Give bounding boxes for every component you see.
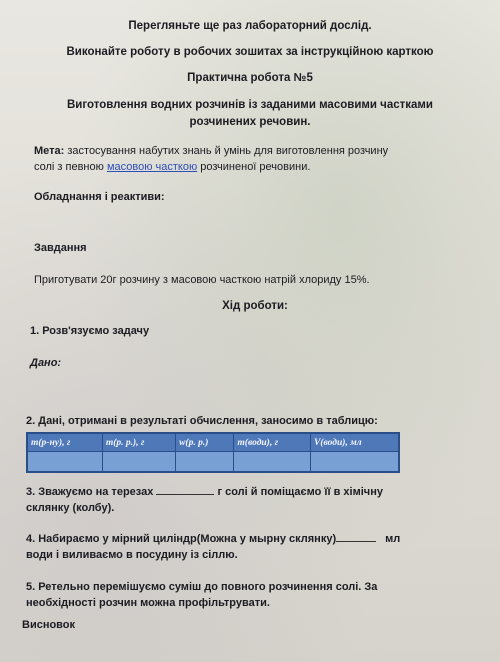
step-3-part-c: склянку (колбу). (26, 502, 115, 514)
step-5-part-b: необхідності розчин можна профільтрувати. (26, 597, 270, 609)
intro-line-2: Виконайте роботу в робочих зошитах за інструкційною карткою (66, 46, 434, 58)
goal-text-1: застосування набутих знань й умінь для виготовлення розчину (64, 145, 389, 157)
cell-water-mass[interactable] (234, 452, 311, 473)
equipment-heading: Обладнання і реактиви: (34, 191, 165, 203)
cell-solute-mass[interactable] (102, 452, 175, 473)
step-5-part-a: 5. Ретельно перемішуємо суміш до повного розчинення солі. За (26, 581, 378, 593)
water-volume-blank[interactable] (336, 541, 376, 542)
given-label: Дано: (30, 357, 62, 369)
results-table (26, 432, 400, 473)
col-water-mass: m(води), г (234, 433, 311, 452)
step-5 (26, 579, 476, 611)
step-4-part-c: води і виливаємо в посудину із сіллю. (26, 549, 238, 561)
cell-water-volume[interactable] (311, 452, 399, 473)
goal-text-2a: солі з певною (34, 161, 107, 173)
work-title-line-1: Виготовлення водних розчинів із заданими масовими частками (66, 99, 433, 111)
step-3-part-b: г солі й поміщаємо її в хімічну (217, 486, 383, 498)
goal-block (34, 143, 474, 175)
intro-line-1: Перегляньте ще раз лабораторний дослід. (128, 20, 372, 32)
procedure-heading: Хід роботи: (222, 300, 288, 312)
results-table-row (27, 452, 399, 473)
step-4-unit: мл (385, 533, 401, 545)
goal-label: Мета: (34, 145, 65, 157)
task-text: Приготувати 20г розчину з масовою часткою натрій хлориду 15%. (34, 274, 370, 286)
results-table-header-row (27, 433, 399, 452)
conclusion-heading: Висновок (22, 619, 76, 631)
col-mass-fraction: w(р. р.) (176, 433, 234, 452)
step-4 (26, 531, 476, 563)
step-4-part-a: 4. Набираємо у мірний циліндр(Можна у мырну склянку) (26, 533, 337, 545)
step-2: 2. Дані, отримані в результаті обчислення, заносимо в таблицю: (26, 415, 378, 427)
mass-fraction-link[interactable]: масовою часткою (106, 161, 198, 173)
practical-work-number: Практична робота №5 (187, 72, 313, 84)
cell-solution-mass[interactable] (27, 452, 102, 473)
cell-mass-fraction[interactable] (176, 452, 234, 473)
step-3-part-a: 3. Зважуємо на терезах (26, 486, 154, 498)
work-title-line-2: розчинених речовин. (189, 116, 311, 128)
step-3 (26, 484, 466, 516)
task-heading: Завдання (34, 242, 87, 254)
goal-text-2b: розчиненої речовини. (197, 161, 311, 173)
step-1: 1. Розв'язуємо задачу (30, 325, 150, 337)
col-water-volume: V(води), мл (311, 433, 399, 452)
salt-mass-blank[interactable] (156, 494, 214, 495)
col-solute-mass: m(р. р.), г (102, 433, 175, 452)
col-solution-mass: m(р-ну), г (27, 433, 102, 452)
